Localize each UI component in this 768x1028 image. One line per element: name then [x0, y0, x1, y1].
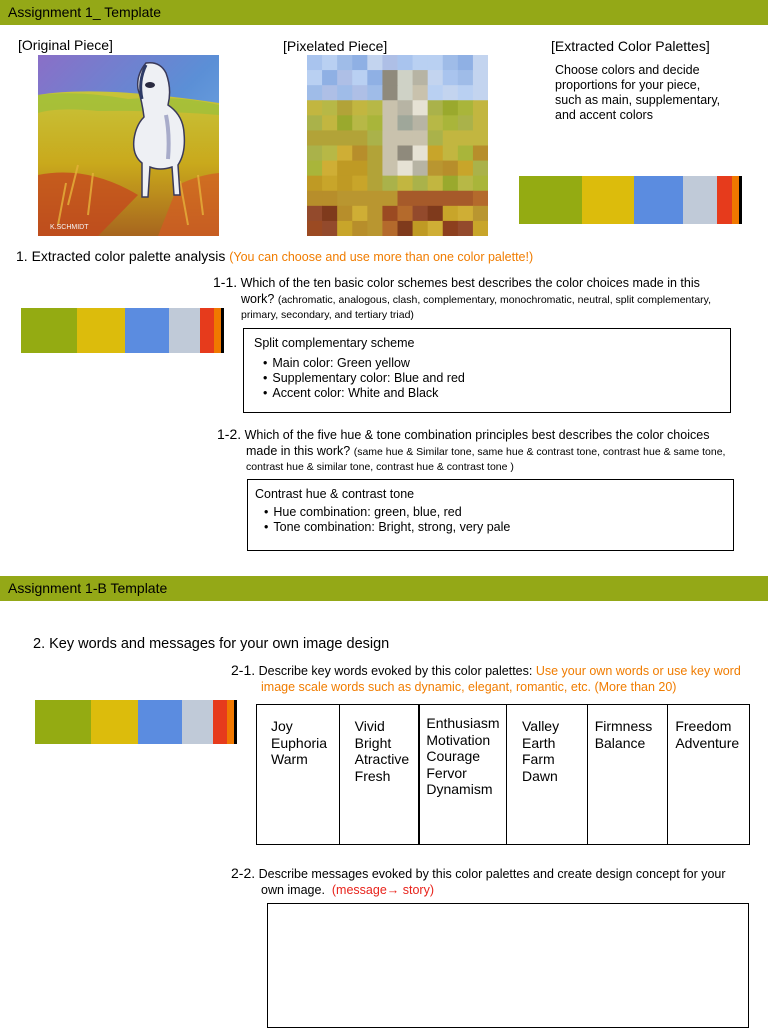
mosaic-tile	[337, 161, 353, 177]
keyword-column[interactable]	[340, 705, 421, 844]
pixelated-painting-image	[307, 55, 488, 236]
answer-item: • Supplementary color: Blue and red	[265, 371, 730, 386]
mosaic-tile	[382, 221, 398, 236]
question-2-2	[231, 865, 761, 898]
palette-swatch	[732, 176, 739, 224]
section-2-title: 2. Key words and messages for your own image design	[33, 636, 390, 652]
answer-item: • Accent color: White and Black	[265, 386, 730, 401]
mosaic-tile	[458, 176, 474, 192]
palette-swatch	[227, 700, 234, 744]
mosaic-tile	[473, 191, 488, 207]
question-text: Which of the five hue & tone combination principles best describes the color choices	[244, 428, 710, 442]
mosaic-tile	[382, 146, 398, 162]
keyword: Atractive	[354, 751, 410, 767]
question-note: image scale words such as dynamic, elegant, romantic, etc. (More than 20)	[261, 680, 677, 694]
keyword-column[interactable]	[420, 705, 507, 844]
mosaic-tile	[367, 55, 383, 71]
question-number: 1-2.	[217, 426, 242, 442]
mosaic-tile	[307, 115, 323, 131]
mosaic-tile	[443, 55, 459, 71]
keyword: Balance	[594, 734, 646, 751]
keyword: Earth	[522, 734, 556, 751]
mosaic-tile	[352, 191, 368, 207]
mosaic-tile	[398, 130, 414, 146]
mosaic-tile	[413, 161, 429, 177]
mosaic-tile	[307, 221, 323, 236]
keyword: Courage	[426, 748, 481, 764]
mosaic-tile	[458, 100, 474, 116]
mosaic-tile	[398, 221, 414, 236]
answer-item: • Tone combination: Bright, strong, very pale	[266, 520, 733, 535]
mosaic-tile	[428, 176, 444, 192]
answer-title: Split complementary scheme	[254, 336, 415, 350]
mosaic-tile	[413, 191, 429, 207]
mosaic-tile	[413, 85, 429, 101]
mosaic-tile	[398, 70, 414, 86]
palette-swatch	[582, 176, 634, 224]
palette-swatch	[169, 308, 200, 353]
keyword: Vivid	[354, 718, 385, 734]
question-options: (same hue & Similar tone, same hue & contrast tone, contrast hue & same tone,	[353, 446, 726, 458]
palette-swatch	[138, 700, 182, 744]
assignment-1-banner	[0, 0, 768, 25]
mosaic-tile	[413, 206, 429, 222]
palette-swatch	[739, 176, 742, 224]
mosaic-tile	[307, 206, 323, 222]
extracted-palettes-caption: [Extracted Color Palettes]	[551, 38, 710, 54]
keyword: Euphoria	[271, 734, 328, 751]
section-1-heading: 1. Extracted color palette analysis	[16, 248, 226, 264]
section-1-note: (You can choose and use more than one color palette!)	[229, 250, 534, 264]
mosaic-tile	[398, 161, 414, 177]
assignment-1b-banner	[0, 576, 768, 601]
mosaic-tile	[458, 221, 474, 236]
mosaic-tile	[307, 55, 323, 71]
mosaic-tile	[428, 161, 444, 177]
mosaic-tile	[443, 85, 459, 101]
mosaic-tile	[307, 85, 323, 101]
question-number: 1-1.	[213, 274, 238, 290]
keyword: Valley	[522, 718, 560, 734]
palette-swatch	[77, 308, 125, 353]
mosaic-tile	[473, 70, 488, 86]
mosaic-tile	[382, 100, 398, 116]
mosaic-tile	[337, 115, 353, 131]
instruction-line: and accent colors	[555, 108, 653, 122]
question-1-2	[217, 426, 757, 475]
mosaic-tile	[473, 146, 488, 162]
answer-list	[254, 356, 730, 401]
mosaic-tile	[473, 206, 488, 222]
mosaic-tile	[413, 221, 429, 236]
mosaic-tile	[398, 176, 414, 192]
keyword: Dawn	[522, 767, 558, 784]
mosaic-tile	[367, 85, 383, 101]
mosaic-tile	[473, 221, 488, 236]
mosaic-tile	[473, 161, 488, 177]
keyword: Farm	[522, 751, 555, 767]
mosaic-tile	[382, 176, 398, 192]
mosaic-tile	[367, 130, 383, 146]
mosaic-tile	[367, 176, 383, 192]
keyword: Bright	[354, 734, 392, 751]
palette-swatch	[213, 700, 227, 744]
mosaic-tile	[413, 146, 429, 162]
mosaic-tile	[473, 55, 488, 71]
mosaic-tile	[322, 191, 338, 207]
keyword: Firmness	[594, 718, 653, 734]
answer-list	[255, 505, 733, 535]
keyword: Warm	[271, 751, 308, 767]
mosaic-tile	[413, 115, 429, 131]
mosaic-tile	[337, 221, 353, 236]
mosaic-tile	[307, 70, 323, 86]
question-text: own image.	[261, 883, 325, 897]
keyword-column[interactable]	[507, 705, 588, 844]
mosaic-tile	[367, 191, 383, 207]
keyword-column[interactable]	[588, 705, 669, 844]
pixelated-piece-caption: [Pixelated Piece]	[283, 38, 388, 54]
extracted-color-palette-top	[519, 176, 742, 224]
mosaic-tile	[367, 221, 383, 236]
mosaic-tile	[352, 221, 368, 236]
mosaic-tile	[382, 115, 398, 131]
banner-title: Assignment 1-B Template	[8, 580, 168, 596]
mosaic-tile	[458, 70, 474, 86]
mosaic-tile	[307, 191, 323, 207]
mosaic-tile	[337, 85, 353, 101]
question-number: 2-1.	[231, 662, 256, 678]
mosaic-tile	[352, 176, 368, 192]
section-1-title	[16, 248, 533, 264]
mosaic-tile	[382, 85, 398, 101]
answer-item: • Hue combination: green, blue, red	[266, 505, 733, 520]
mosaic-tile	[413, 130, 429, 146]
mosaic-tile	[443, 130, 459, 146]
instruction-line: proportions for your piece,	[555, 78, 701, 92]
mosaic-tile	[382, 55, 398, 71]
mosaic-tile	[473, 85, 488, 101]
question-1-1	[213, 274, 758, 323]
question-note: (message→ story)	[331, 883, 434, 897]
mosaic-tile	[413, 55, 429, 71]
keyword: Motivation	[426, 731, 491, 748]
instruction-line: Choose colors and decide	[555, 63, 700, 77]
mosaic-tile	[307, 161, 323, 177]
mosaic-tile	[337, 70, 353, 86]
mosaic-tile	[322, 55, 338, 71]
mosaic-tile	[367, 115, 383, 131]
original-painting-image	[38, 55, 219, 236]
mosaic-tile	[428, 115, 444, 131]
palette-swatch	[182, 700, 213, 744]
mosaic-tile	[398, 55, 414, 71]
mosaic-tile	[307, 100, 323, 116]
keyword: Joy	[271, 718, 293, 734]
mosaic-tile	[458, 206, 474, 222]
mosaic-tile	[322, 130, 338, 146]
keyword: Enthusiasm	[426, 715, 500, 731]
mosaic-tile	[367, 161, 383, 177]
keyword: Fresh	[354, 767, 391, 784]
mosaic-tile	[413, 176, 429, 192]
mosaic-tile	[382, 206, 398, 222]
palette-swatch	[21, 308, 77, 353]
mosaic-tile	[398, 191, 414, 207]
question-text: work?	[241, 292, 275, 306]
mosaic-tile	[352, 100, 368, 116]
mosaic-tile	[473, 100, 488, 116]
mosaic-tile	[337, 191, 353, 207]
mosaic-tile	[352, 115, 368, 131]
question-options: contrast hue & similar tone, contrast hue & contrast tone )	[246, 461, 514, 473]
mosaic-tile	[337, 130, 353, 146]
mosaic-tile	[428, 146, 444, 162]
mosaic-tile	[307, 130, 323, 146]
question-text: Describe messages evoked by this color palettes and create design concept for your	[258, 867, 726, 881]
mosaic-tile	[322, 115, 338, 131]
mosaic-tile	[352, 161, 368, 177]
mosaic-tile	[473, 115, 488, 131]
mosaic-tile	[367, 100, 383, 116]
message-answer-box[interactable]	[267, 903, 749, 1028]
mosaic-tile	[443, 100, 459, 116]
mosaic-tile	[322, 176, 338, 192]
keyword: Dynamism	[426, 781, 493, 797]
palette-swatch	[91, 700, 138, 744]
mosaic-tile	[428, 70, 444, 86]
palette-swatch	[717, 176, 732, 224]
mosaic-tile	[382, 191, 398, 207]
mosaic-tile	[322, 221, 338, 236]
mosaic-tile	[443, 206, 459, 222]
mosaic-tile	[382, 130, 398, 146]
mosaic-tile	[443, 146, 459, 162]
mosaic-tile	[337, 55, 353, 71]
mosaic-tile	[413, 70, 429, 86]
mosaic-tile	[413, 100, 429, 116]
mosaic-tile	[382, 70, 398, 86]
mosaic-tile	[428, 130, 444, 146]
mosaic-tile	[322, 85, 338, 101]
question-colon: :	[528, 664, 533, 678]
mosaic-tile	[428, 191, 444, 207]
mosaic-tile	[458, 85, 474, 101]
mosaic-tile	[398, 115, 414, 131]
question-text: Describe key words evoked by this color palettes	[258, 664, 529, 678]
banner-title: Assignment 1_ Template	[8, 4, 162, 20]
palette-swatch	[519, 176, 582, 224]
mosaic-tile	[322, 100, 338, 116]
mosaic-tile	[428, 206, 444, 222]
mosaic-tile	[367, 70, 383, 86]
mosaic-tile	[337, 146, 353, 162]
mosaic-tile	[443, 161, 459, 177]
palette-swatch	[125, 308, 169, 353]
mosaic-tile	[307, 176, 323, 192]
mosaic-tile	[473, 130, 488, 146]
mosaic-tile	[367, 206, 383, 222]
keyword: Adventure	[675, 734, 740, 751]
keyword-table	[256, 704, 750, 845]
mosaic-tile	[352, 70, 368, 86]
mosaic-tile	[443, 70, 459, 86]
palette-swatch	[234, 700, 237, 744]
mosaic-tile	[443, 221, 459, 236]
question-text: Which of the ten basic color schemes best describes the color choices made in this	[240, 276, 700, 290]
mosaic-tile	[352, 146, 368, 162]
mosaic-tile	[458, 191, 474, 207]
mosaic-tile	[307, 146, 323, 162]
keyword-column[interactable]	[257, 705, 340, 844]
mosaic-tile	[322, 146, 338, 162]
mosaic-tile	[352, 130, 368, 146]
keyword: Fervor	[426, 764, 467, 781]
mosaic-tile	[458, 161, 474, 177]
answer-box-1-2[interactable]	[247, 479, 734, 551]
answer-box-1-1[interactable]	[243, 328, 731, 413]
question-number: 2-2.	[231, 865, 256, 881]
keyword: Freedom	[675, 718, 732, 734]
mosaic-tile	[337, 176, 353, 192]
extracted-color-palette-2	[35, 700, 237, 744]
mosaic-tile	[443, 115, 459, 131]
mosaic-tile	[458, 146, 474, 162]
answer-title: Contrast hue & contrast tone	[255, 487, 415, 501]
mosaic-tile	[398, 100, 414, 116]
mosaic-tile	[382, 161, 398, 177]
mosaic-tile	[352, 85, 368, 101]
instruction-line: such as main, supplementary,	[555, 93, 721, 107]
mosaic-tile	[352, 55, 368, 71]
question-options: (achromatic, analogous, clash, complementary, monochromatic, neutral, split complementary,	[277, 294, 712, 306]
keyword-column[interactable]	[668, 705, 749, 844]
original-piece-caption: [Original Piece]	[18, 37, 113, 53]
mosaic-tile	[428, 100, 444, 116]
palette-swatch	[200, 308, 214, 353]
answer-item: • Main color: Green yellow	[265, 356, 730, 371]
mosaic-tile	[443, 191, 459, 207]
mosaic-tile	[458, 130, 474, 146]
mosaic-tile	[398, 146, 414, 162]
mosaic-tile	[352, 206, 368, 222]
mosaic-tile	[398, 85, 414, 101]
palette-swatch	[35, 700, 91, 744]
extracted-palette-instructions	[555, 63, 755, 123]
question-note: Use your own words or use key word	[535, 664, 741, 678]
mosaic-tile	[443, 176, 459, 192]
mosaic-tile	[322, 161, 338, 177]
mosaic-tile	[398, 206, 414, 222]
mosaic-tile	[428, 85, 444, 101]
mosaic-tile	[367, 146, 383, 162]
mosaic-tile	[322, 70, 338, 86]
mosaic-tile	[473, 176, 488, 192]
mosaic-tile	[322, 206, 338, 222]
mosaic-tile	[458, 115, 474, 131]
palette-swatch	[683, 176, 717, 224]
mosaic-tile	[428, 55, 444, 71]
palette-swatch	[634, 176, 683, 224]
question-options: primary, secondary, and tertiary triad)	[241, 309, 414, 321]
mosaic-tile	[458, 55, 474, 71]
question-text: made in this work?	[246, 444, 351, 458]
mosaic-tile	[337, 100, 353, 116]
artist-signature: K.SCHMIDT	[50, 224, 89, 231]
extracted-color-palette-1	[21, 308, 224, 353]
question-2-1	[231, 662, 761, 695]
mosaic-tile	[337, 206, 353, 222]
mosaic-tile	[428, 221, 444, 236]
